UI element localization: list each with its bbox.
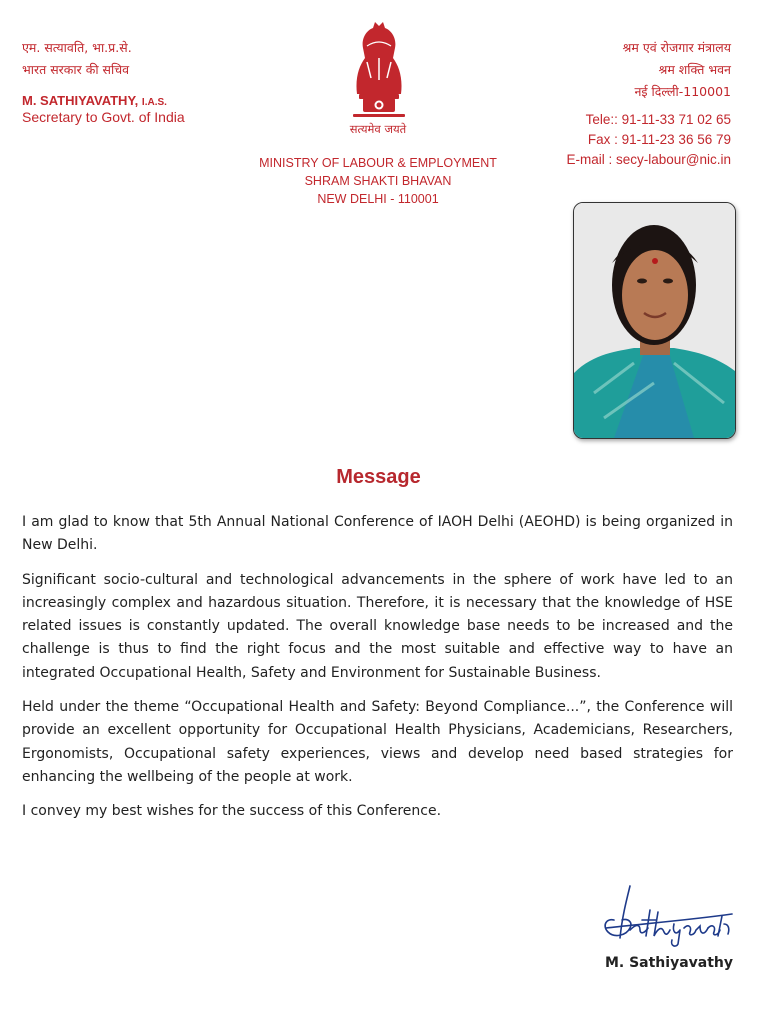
handwritten-signature [600, 880, 735, 950]
signer-name: M. Sathiyavathy [604, 955, 733, 971]
hindi-title: भारत सरकार की सचिव [22, 62, 130, 77]
fax: Fax : 91-11-23 36 56 79 [587, 132, 731, 147]
emblem-motto: सत्यमेव जयते [349, 122, 407, 136]
ministry-name: MINISTRY OF LABOUR & EMPLOYMENT [259, 156, 497, 170]
ministry-building: SHRAM SHAKTI BHAVAN [304, 174, 452, 188]
ministry-city: NEW DELHI - 110001 [317, 192, 439, 206]
message-paragraph: Significant socio-cultural and technological advancements in the sphere of work have led to an increasingly complex and hazardous situation. Therefore, it is necessary that the knowledge of HSE related issues is constantly updated. The overall knowledge base needs to be increased and the challenge is thus to find the right focus and the most suitable and effective way to have an integrated Occupational Health, Safety and Environment for Sustainable Business. [22, 571, 733, 681]
sender-title: Secretary to Govt. of India [22, 109, 185, 125]
portrait-photo [573, 202, 736, 439]
hindi-bhavan: श्रम शक्ति भवन [658, 62, 731, 77]
hindi-city: नई दिल्ली-110001 [634, 84, 731, 99]
message-body [22, 511, 733, 835]
message-paragraph: I am glad to know that 5th Annual National Conference of IAOH Delhi (AEOHD) is being organized in New Delhi. [22, 514, 733, 554]
portrait-image [574, 203, 735, 438]
message-paragraph: Held under the theme “Occupational Health and Safety: Beyond Compliance...”, the Conference will provide an excellent opportunity for Occupational Health Physicians, Academicians, Researchers, Ergonomists, Occupational safety experiences, views and develop need based strategies for enhancing the wellbeing of the people at work. [22, 699, 733, 785]
contact-block [501, 37, 731, 170]
telephone: Tele:: 91-11-33 71 02 65 [585, 112, 731, 127]
sender-block [22, 37, 222, 125]
message-paragraph: I convey my best wishes for the success of this Conference. [22, 803, 442, 820]
hindi-ministry: श्रम एवं रोजगार मंत्रालय [622, 40, 731, 55]
national-emblem-icon [349, 18, 409, 126]
hindi-name: एम. सत्यावति, भा.प्र.से. [22, 40, 132, 55]
sender-name: M. SATHIYAVATHY, I.A.S. [22, 93, 167, 108]
contact-details [501, 110, 731, 170]
email: E-mail : secy-labour@nic.in [566, 152, 731, 167]
ministry-address [238, 154, 518, 208]
message-title: Message [336, 466, 421, 488]
